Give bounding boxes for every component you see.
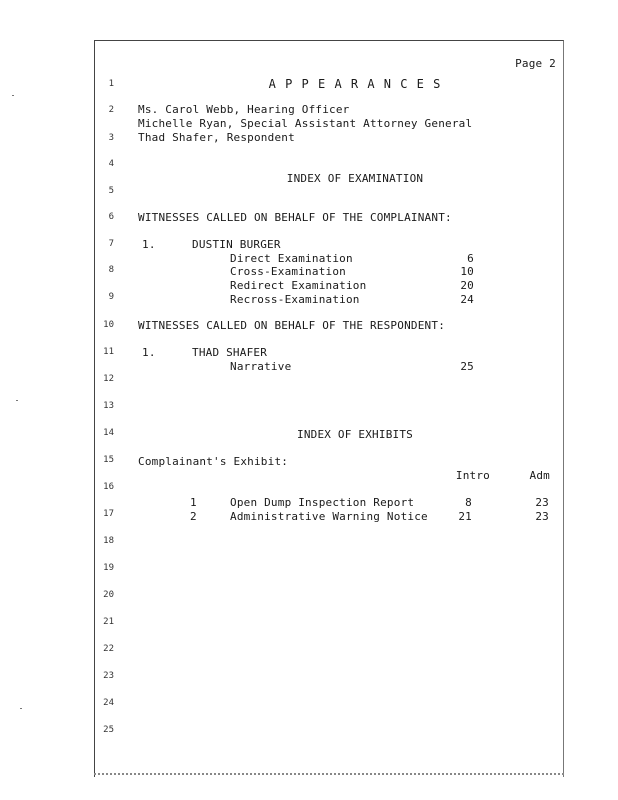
line-number: 14 — [103, 428, 114, 438]
appearances-title: A P P E A R A N C E S — [268, 77, 442, 91]
line-number: 8 — [108, 265, 114, 275]
examination-label: Redirect Examination — [230, 279, 367, 292]
line-number: 24 — [103, 698, 114, 708]
exhibit-intro-page: 8 — [465, 496, 472, 509]
examination-page: 25 — [460, 360, 474, 373]
line-number: 1 — [108, 79, 114, 89]
exhibit-description: Open Dump Inspection Report — [230, 496, 415, 509]
exhibit-description: Administrative Warning Notice — [230, 510, 428, 523]
exhibit-adm-page: 23 — [535, 496, 549, 509]
examination-page: 6 — [467, 252, 474, 265]
line-number: 11 — [103, 347, 114, 357]
examination-label: Direct Examination — [230, 252, 353, 265]
appearance-line: Ms. Carol Webb, Hearing Officer — [138, 103, 350, 116]
examination-page: 20 — [460, 279, 474, 292]
intro-column-header: Intro — [455, 469, 490, 482]
page-number-label: Page 2 — [515, 57, 556, 70]
appearance-line: Thad Shafer, Respondent — [138, 131, 295, 144]
line-number: 21 — [103, 617, 114, 627]
line-number: 22 — [103, 644, 114, 654]
line-number: 12 — [103, 374, 114, 384]
line-number: 2 — [108, 105, 114, 115]
examination-page: 10 — [460, 265, 474, 278]
line-number: 9 — [108, 292, 114, 302]
complainant-witnesses-heading: WITNESSES CALLED ON BEHALF OF THE COMPLAINANT: — [138, 211, 452, 224]
line-number: 7 — [108, 239, 114, 249]
index-of-exhibits-title: INDEX OF EXHIBITS — [297, 428, 413, 441]
exhibit-intro-page: 21 — [458, 510, 472, 523]
witness-name: DUSTIN BURGER — [192, 238, 281, 251]
line-number: 17 — [103, 509, 114, 519]
respondent-witnesses-heading: WITNESSES CALLED ON BEHALF OF THE RESPONDENT: — [138, 319, 446, 332]
line-number: 16 — [103, 482, 114, 492]
line-number: 6 — [108, 212, 114, 222]
page-bottom-rule — [94, 773, 564, 775]
line-number: 20 — [103, 590, 114, 600]
line-number: 18 — [103, 536, 114, 546]
witness-number: 1. — [142, 346, 156, 359]
index-of-examination-title: INDEX OF EXAMINATION — [286, 172, 424, 185]
adm-column-header: Adm — [529, 469, 550, 482]
line-number: 25 — [103, 725, 114, 735]
examination-label: Cross-Examination — [230, 265, 346, 278]
exhibit-number: 2 — [190, 510, 197, 523]
exhibits-subheading: Complainant's Exhibit: — [138, 455, 289, 468]
line-number: 15 — [103, 455, 114, 465]
line-number: 3 — [108, 133, 114, 143]
scan-speck — [16, 400, 18, 401]
appearance-line: Michelle Ryan, Special Assistant Attorney General — [138, 117, 473, 130]
line-number: 5 — [108, 186, 114, 196]
examination-label: Recross-Examination — [230, 293, 360, 306]
exhibit-adm-page: 23 — [535, 510, 549, 523]
scan-speck — [20, 708, 22, 709]
witness-name: THAD SHAFER — [192, 346, 268, 359]
line-number: 19 — [103, 563, 114, 573]
examination-page: 24 — [460, 293, 474, 306]
line-number: 10 — [103, 320, 114, 330]
exhibit-number: 1 — [190, 496, 197, 509]
witness-number: 1. — [142, 238, 156, 251]
line-number: 4 — [108, 159, 114, 169]
line-number: 13 — [103, 401, 114, 411]
scan-speck — [12, 95, 14, 96]
page-border — [94, 40, 564, 777]
examination-label: Narrative — [230, 360, 292, 373]
line-number: 23 — [103, 671, 114, 681]
